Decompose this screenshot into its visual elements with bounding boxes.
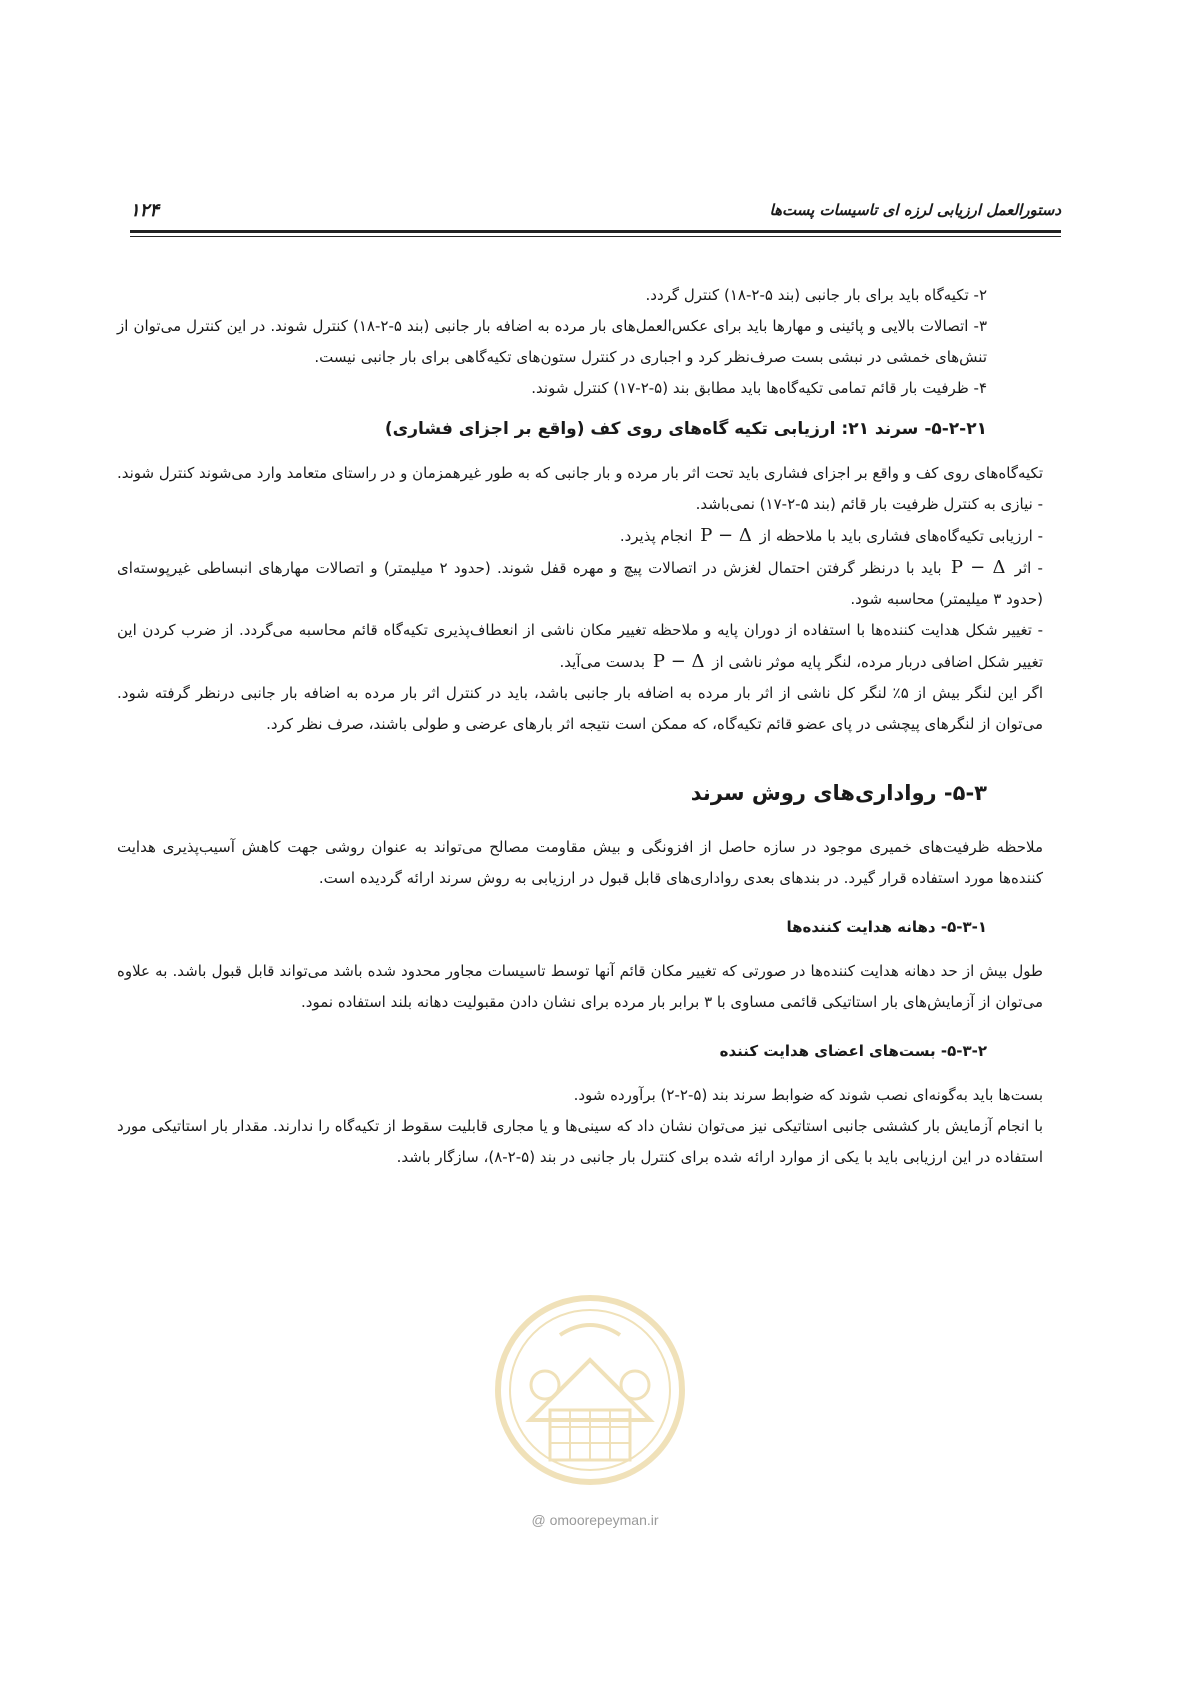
paragraph-tolerances: ملاحظه ظرفیت‌های خمیری موجود در سازه حاصل از افزونگی و بیش مقاومت مصالح می‌تواند به عنوان روشی جهت کاهش آسیب‌پذیری هدایت کننده‌ها مورد استفاده قرار گیرد. در بندهای بعدی رواداری‌های قابل قبول در ارزیابی به روش سرند ارائه گردیده است.	[117, 838, 1043, 887]
page-header	[130, 198, 1061, 222]
section-heading-5-2-21: ۵-۲-۲۱- سرند ۲۱: ارزیابی تکیه گاه‌های روی کف (واقع بر اجزای فشاری)	[384, 419, 987, 439]
dash-4-text-a: - تغییر شکل هدایت کننده‌ها با استفاده از دوران پایه و ملاحظه تغییر مکان ناشی از انعطاف‌پذیری تکیه‌گاه قائم محاسبه می‌گردد. از ضرب کردن این تغییر شکل اضافی دربار مرده، لنگر پایه موثر ناشی از	[117, 621, 1043, 671]
list-item-4: ۴- ظرفیت بار قائم تمامی تکیه‌گاه‌ها باید مطابق بند (۵-۲-۱۷) کنترل شوند.	[531, 379, 987, 397]
paragraph-moment-limit: اگر این لنگر بیش از ۵٪ لنگر کل ناشی از اثر بار مرده به اضافه بار جانبی باشد، باید در کنترل اثر بار مرده به اضافه بار جانبی درنظر گرفته شود. می‌توان از لنگرهای پیچشی در پای عضو قائم تکیه‌گاه، که ممکن است نتیجه اثر بارهای عرضی و طولی باشند، صرف نظر کرد.	[117, 684, 1043, 733]
dash-3-text-b: باید با درنظر گرفتن احتمال لغزش در اتصالات پیچ و مهره قفل شوند. (حدود ۲ میلیمتر) و اتصالات مهارهای انبساطی غیرپوسته‌ای (حدود ۳ میلیمتر) محاسبه شود.	[117, 559, 1043, 608]
section-heading-5-3: ۵-۳- رواداری‌های روش سرند	[690, 781, 987, 805]
dash-item-deformation	[117, 615, 1043, 678]
dash-item-p-delta-evaluation	[117, 520, 1043, 552]
dash-item-p-delta-slip	[117, 552, 1043, 615]
dash-4-text-b: بدست می‌آید.	[559, 653, 646, 671]
dash-2-text-a: - ارزیابی تکیه‌گاه‌های فشاری باید با ملاحظه از	[759, 527, 1043, 545]
p-delta-formula: P − Δ	[700, 525, 752, 546]
p-delta-formula: P − Δ	[652, 651, 705, 672]
dash-item-no-vertical-check: - نیازی به کنترل ظرفیت بار قائم (بند ۵-۲-۱۷) نمی‌باشد.	[695, 495, 1043, 513]
watermark-site: @ omoorepeyman.ir	[531, 1512, 659, 1528]
paragraph-static-test: با انجام آزمایش بار کششی جانبی استاتیکی نیز می‌توان نشان داد که سینی‌ها و یا مجاری قابلیت سقوط از تکیه‌گاه را ندارند. مقدار بار استاتیکی مورد استفاده در این ارزیابی باید با یکی از موارد ارائه شده برای کنترل بار جانبی در بند (۵-۲-۸)، سازگار باشد.	[117, 1117, 1043, 1166]
list-item-2: ۲- تکیه‌گاه باید برای بار جانبی (بند ۵-۲-۱۸) کنترل گردد.	[645, 286, 987, 304]
running-title: دستورالعمل ارزیابی لرزه ای تاسیسات پست‌ها	[769, 201, 1061, 219]
header-rule-thick	[130, 230, 1061, 233]
paragraph-floor-supports: تکیه‌گاه‌های روی کف و واقع بر اجزای فشاری باید تحت اثر بار مرده و بار جانبی که به طور غیرهمزمان و در راستای متعامد وارد می‌شوند کنترل شوند.	[116, 464, 1043, 482]
page-body	[117, 280, 1043, 1173]
watermark-site-text: omoorepeyman.ir	[549, 1512, 659, 1528]
header-rule-thin	[130, 236, 1061, 237]
paragraph-clamps: بست‌ها باید به‌گونه‌ای نصب شوند که ضوابط سرند بند (۵-۲-۲) برآورده شود.	[573, 1086, 1043, 1104]
dash-3-text-a: - اثر	[1014, 559, 1043, 577]
p-delta-formula: P − Δ	[950, 557, 1006, 578]
paragraph-conductor-span: طول بیش از حد دهانه هدایت کننده‌ها در صورتی که تغییر مکان قائم آنها توسط تاسیسات مجاور محدود شده باشد می‌تواند قابل قبول باشد. به علاوه می‌توان از آزمایش‌های بار استاتیکی قائمی مساوی با ۳ برابر بار مرده برای نشان دادن مقبولیت دهانه بلند استفاده نمود.	[117, 962, 1043, 1011]
section-heading-5-3-2: ۵-۳-۲- بست‌های اعضای هدایت کننده	[719, 1042, 987, 1060]
watermark-seal-icon	[490, 1290, 690, 1490]
dash-2-text-b: انجام پذیرد.	[619, 527, 693, 545]
section-heading-5-3-1: ۵-۳-۱- دهانه هدایت کننده‌ها	[786, 918, 987, 936]
page-number: ۱۲۴	[130, 199, 160, 221]
list-item-3: ۳- اتصالات بالایی و پائینی و مهارها باید برای عکس‌العمل‌های بار مرده به اضافه بار جانبی (بند ۵-۲-۱۸) کنترل شوند. در این کنترل می‌توان از تنش‌های خمشی در نبشی بست صرف‌نظر کرد و اجباری در کنترل ستون‌های تکیه‌گاهی برای بار جانبی نیست.	[117, 317, 987, 366]
